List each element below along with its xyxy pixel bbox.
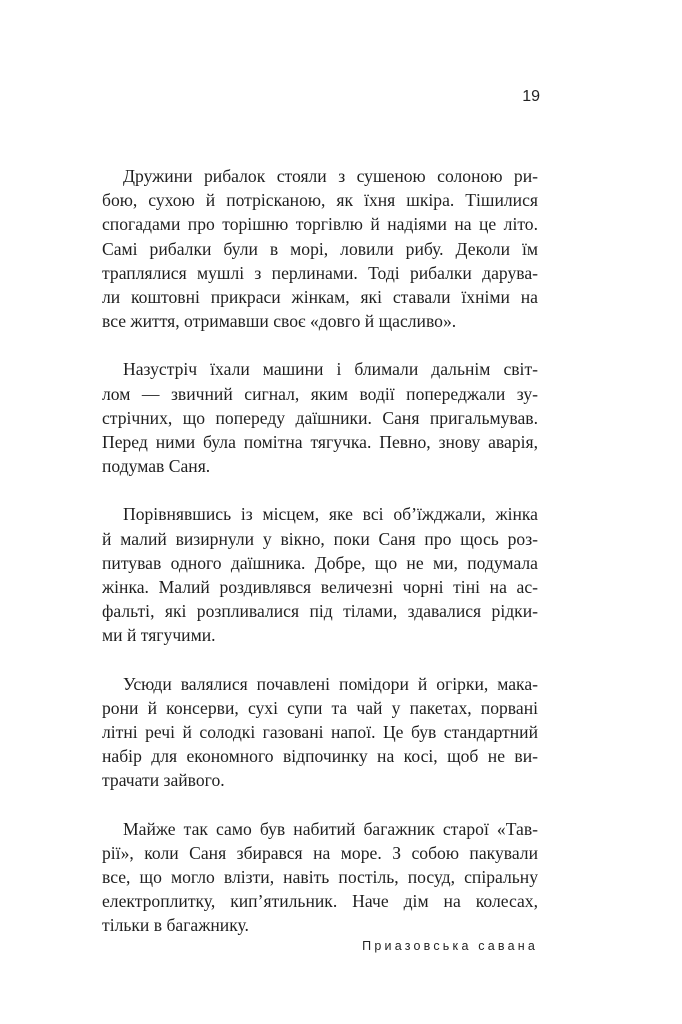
text-line: все, що могло влізти, навіть постіль, посуд, спіральну <box>102 867 538 888</box>
text-line: трачати зайвого. <box>102 770 225 791</box>
paragraph <box>102 164 538 333</box>
text-line: тільки в багажнику. <box>102 915 249 936</box>
text-line: ми й тягучими. <box>102 625 216 646</box>
text-line: електроплитку, кип’ятильник. Наче дім на колесах, <box>102 891 538 912</box>
text-line: стрічних, що попереду даїшники. Саня пригальмував. <box>102 407 538 428</box>
text-line: лом — звичний сигнал, яким водії попереджали зу- <box>102 383 538 404</box>
paragraph <box>102 357 538 478</box>
text-line: Самі рибалки були в морі, ловили рибу. Деколи їм <box>102 238 538 259</box>
paragraph <box>102 502 538 647</box>
text-line: набір для економного відпочинку на косі, щоб не ви- <box>102 746 538 767</box>
text-line: все життя, отримавши своє «довго й щасливо». <box>102 311 457 332</box>
text-line: траплялися мушлі з перлинами. Тоді рибалки дарува- <box>102 262 538 283</box>
text-line: Перед ними була помітна тягучка. Певно, знову аварія, <box>102 432 538 453</box>
text-line: рії», коли Саня збирався на море. З собою пакували <box>102 842 538 863</box>
text-line: Назустріч їхали машини і блимали дальнім світ- <box>123 359 538 380</box>
paragraph <box>102 672 538 793</box>
text-line: Усюди валялися почавлені помідори й огірки, мака- <box>123 673 538 694</box>
text-line: фальті, які розпливалися під тілами, здавалися рідки- <box>102 601 538 622</box>
text-line: й малий визирнули у вікно, поки Саня про щось роз- <box>102 528 538 549</box>
paragraph <box>102 817 538 938</box>
running-footer: Приазовська савана <box>362 939 538 953</box>
body-text <box>102 164 538 962</box>
text-line: рони й консерви, сухі супи та чай у пакетах, порвані <box>102 697 538 718</box>
text-line: Дружини рибалок стояли з сушеною солоною ри- <box>123 166 538 186</box>
text-line: ли коштовні прикраси жінкам, які ставали їхніми на <box>102 287 538 308</box>
text-line: жінка. Малий роздивлявся величезні чорні тіні на ас- <box>102 577 538 598</box>
text-line: подумав Саня. <box>102 456 211 477</box>
page-number: 19 <box>522 88 540 105</box>
text-line: Майже так само був набитий багажник старої «Тав- <box>123 818 538 839</box>
text-line: спогадами про торішню торгівлю й надіями на це літо. <box>102 214 538 235</box>
text-line: літні речі й солодкі газовані напої. Це був стандартний <box>102 722 538 743</box>
text-line: бою, сухою й потрісканою, як їхня шкіра. Тішилися <box>102 190 538 211</box>
text-line: Порівнявшись із місцем, яке всі об’їжджали, жінка <box>123 504 538 525</box>
text-line: питував одного даїшника. Добре, що не ми, подумала <box>102 552 538 573</box>
